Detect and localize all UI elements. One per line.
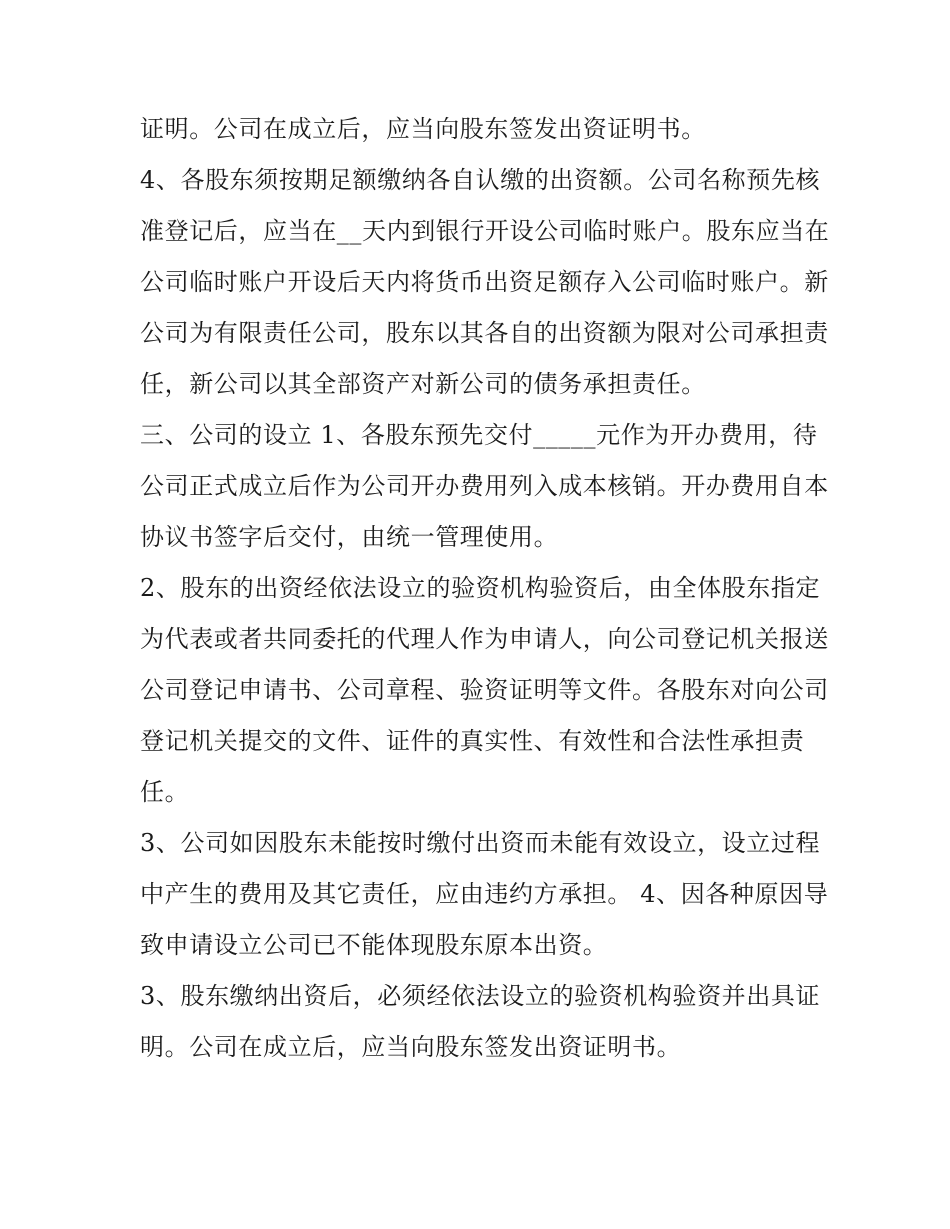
document-body [140, 104, 830, 1073]
paragraph-section-3: 三、公司的设立 1、各股东预先交付_____元作为开办费用，待公司正式成立后作为公司开办费用列入成本核销。开办费用自本协议书签字后交付，由统一管理使用。 [140, 421, 829, 551]
paragraph-item-3-a: 3、公司如因股东未能按时缴付出资而未能有效设立，设立过程中产生的费用及其它责任，应由违约方承担。 4、因各种原因导致申请设立公司已不能体现股东原本出资。 [140, 829, 829, 959]
paragraph-item-2: 2、股东的出资经依法设立的验资机构验资后，由全体股东指定为代表或者共同委托的代理人作为申请人，向公司登记机关报送公司登记申请书、公司章程、验资证明等文件。各股东对向公司登记机关提交的文件、证件的真实性、有效性和合法性承担责任。 [140, 574, 829, 806]
paragraph-continuation: 证明。公司在成立后，应当向股东签发出资证明书。 [140, 115, 706, 143]
paragraph-item-3-b: 3、股东缴纳出资后，必须经依法设立的验资机构验资并出具证明。公司在成立后，应当向股东签发出资证明书。 [140, 982, 821, 1061]
paragraph-item-4: 4、各股东须按期足额缴纳各自认缴的出资额。公司名称预先核准登记后，应当在__天内到银行开设公司临时账户。股东应当在公司临时账户开设后天内将货币出资足额存入公司临时账户。新公司为有限责任公司，股东以其各自的出资额为限对公司承担责任，新公司以其全部资产对新公司的债务承担责任。 [140, 166, 830, 398]
